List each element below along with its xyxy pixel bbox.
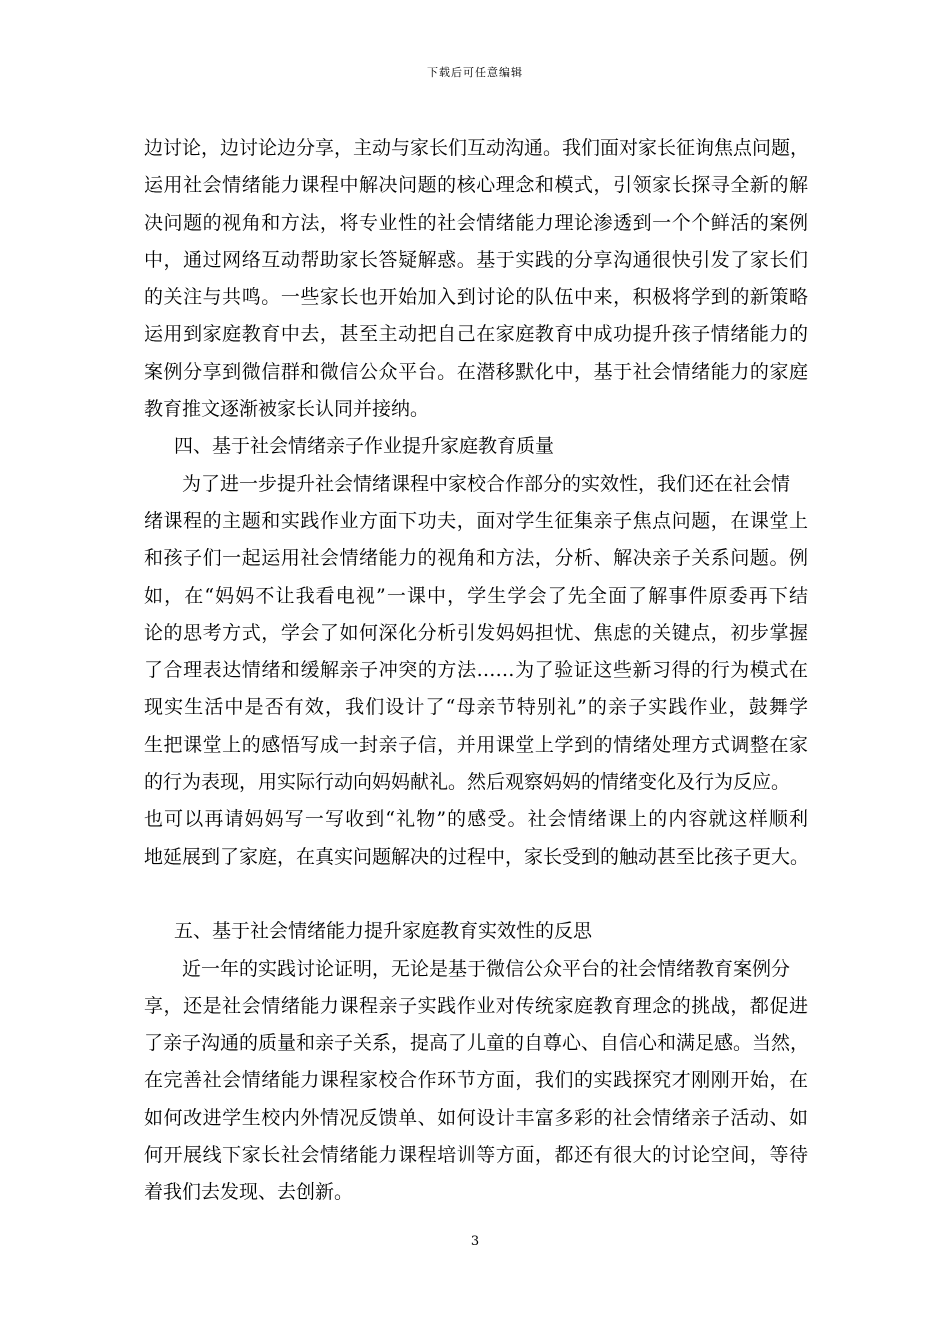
body-line: 中，通过网络互动帮助家长答疑解惑。基于实践的分享沟通很快引发了家长们 [144,248,808,271]
body-line: 运用社会情绪能力课程中解决问题的核心理念和模式，引领家长探寻全新的解 [144,174,808,197]
body-line: 案例分享到微信群和微信公众平台。在潜移默化中，基于社会情绪能力的家庭 [144,360,808,383]
body-line: 如，在“妈妈不让我看电视”一课中，学生学会了先全面了解事件原委再下结 [144,584,808,607]
body-line: 生把课堂上的感悟写成一封亲子信，并用课堂上学到的情绪处理方式调整在家 [144,733,808,756]
body-line: 着我们去发现、去创新。 [144,1181,354,1204]
body-line: 现实生活中是否有效，我们设计了“母亲节特别礼”的亲子实践作业，鼓舞学 [144,696,808,719]
blank-line [144,876,808,913]
body-line: 在完善社会情绪能力课程家校合作环节方面，我们的实践探究才刚刚开始，在 [144,1069,808,1092]
page-header: 下载后可任意编辑 [427,66,523,79]
body-line: 的关注与共鸣。一些家长也开始加入到讨论的队伍中来，积极将学到的新策略 [144,286,808,309]
body-line: 了合理表达情绪和缓解亲子冲突的方法……为了验证这些新习得的行为模式在 [144,659,808,682]
body-line: 绪课程的主题和实践作业方面下功夫，面对学生征集亲子焦点问题，在课堂上 [144,509,808,532]
body-line: 决问题的视角和方法，将专业性的社会情绪能力理论渗透到一个个鲜活的案例 [144,211,808,234]
body-line: 论的思考方式，学会了如何深化分析引发妈妈担忧、焦虑的关键点，初步掌握 [144,621,808,644]
body-line: 和孩子们一起运用社会情绪能力的视角和方法，分析、解决亲子关系问题。例 [144,547,808,570]
document-body [144,130,808,1212]
body-line: 地延展到了家庭，在真实问题解决的过程中，家长受到的触动甚至比孩子更大。 [144,845,810,868]
body-line: 运用到家庭教育中去，甚至主动把自己在家庭教育中成功提升孩子情绪能力的 [144,323,808,346]
body-line: 何开展线下家长社会情绪能力课程培训等方面，都还有很大的讨论空间，等待 [144,1144,808,1167]
body-line: 教育推文逐渐被家长认同并接纳。 [144,398,430,421]
body-line: 如何改进学生校内外情况反馈单、如何设计丰富多彩的社会情绪亲子活动、如 [144,1106,808,1129]
body-line: 享，还是社会情绪能力课程亲子实践作业对传统家庭教育理念的挑战，都促进 [144,994,808,1017]
body-line: 了亲子沟通的质量和亲子关系，提高了儿童的自尊心、自信心和满足感。当然， [144,1032,810,1055]
page-number: 3 [470,1234,480,1249]
body-line: 也可以再请妈妈写一写收到“礼物”的感受。社会情绪课上的内容就这样顺利 [144,808,808,831]
body-line: 的行为表现，用实际行动向妈妈献礼。然后观察妈妈的情绪变化及行为反应。 [144,771,791,794]
body-line: 近一年的实践讨论证明，无论是基于微信公众平台的社会情绪教育案例分 [182,957,791,980]
section-heading-5: 五、基于社会情绪能力提升家庭教育实效性的反思 [174,920,593,943]
body-line: 边讨论，边讨论边分享，主动与家长们互动沟通。我们面对家长征询焦点问题， [144,137,810,159]
section-heading-4: 四、基于社会情绪亲子作业提升家庭教育质量 [174,435,555,458]
body-line: 为了进一步提升社会情绪课程中家校合作部分的实效性，我们还在社会情 [182,472,791,495]
